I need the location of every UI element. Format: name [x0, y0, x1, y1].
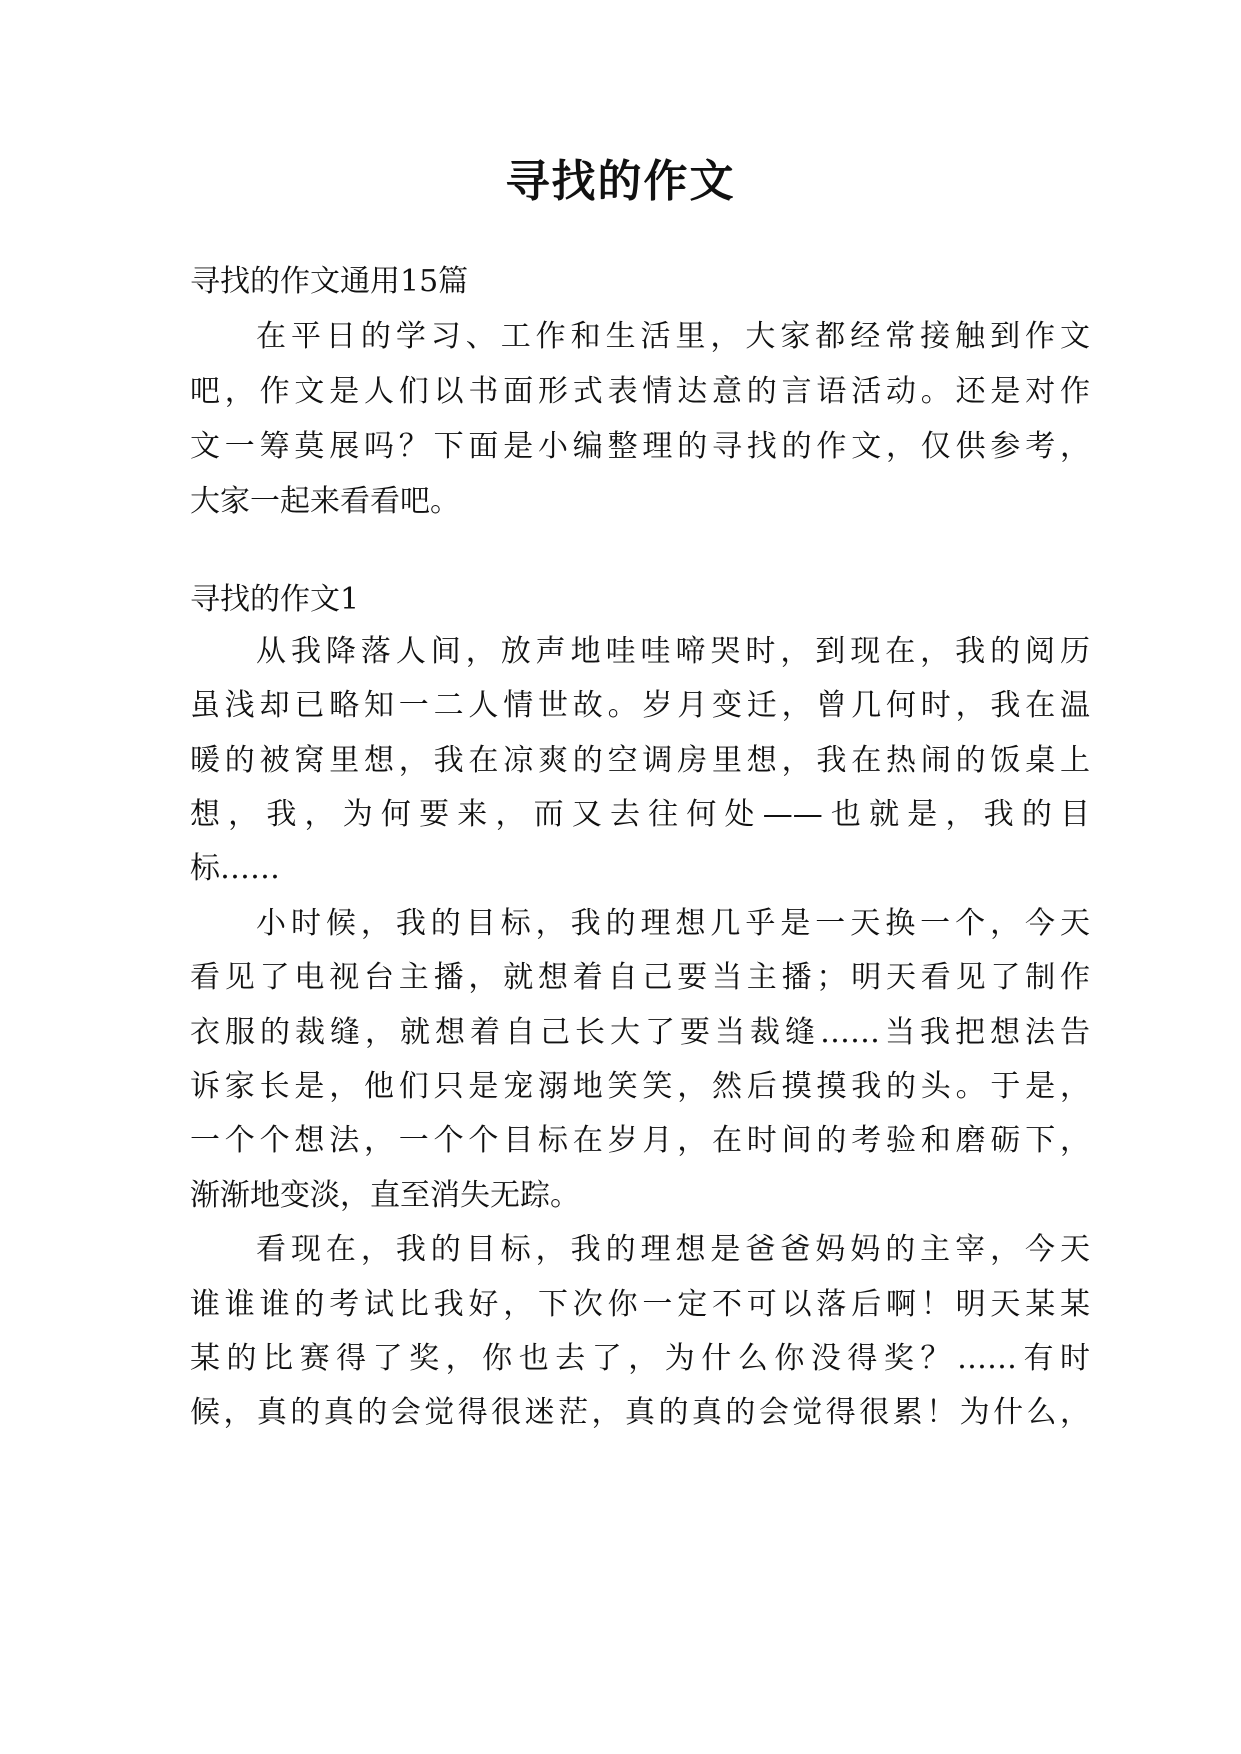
intro-line: 文一筹莫展吗？下面是小编整理的寻找的作文，仅供参考， — [190, 429, 1090, 464]
paragraph-line: 渐渐地变淡，直至消失无踪。 — [190, 1178, 580, 1213]
document-title: 寻找的作文 — [505, 156, 736, 207]
paragraph-line: 标…… — [190, 851, 280, 886]
paragraph-line: 诉家长是，他们只是宠溺地笑笑，然后摸摸我的头。于是， — [190, 1069, 1090, 1104]
document-subtitle: 寻找的作文通用15篇 — [190, 264, 469, 299]
paragraph-line: 一个个想法，一个个目标在岁月，在时间的考验和磨砺下， — [190, 1123, 1090, 1158]
intro-line: 大家一起来看看吧。 — [190, 484, 460, 519]
intro-line: 吧，作文是人们以书面形式表情达意的言语活动。还是对作 — [190, 374, 1090, 409]
paragraph-line: 从我降落人间，放声地哇哇啼哭时，到现在，我的阅历 — [256, 634, 1090, 669]
paragraph-line: 候，真的真的会觉得很迷茫，真的真的会觉得很累！为什么， — [190, 1395, 1090, 1430]
paragraph-line: 暖的被窝里想，我在凉爽的空调房里想，我在热闹的饭桌上 — [190, 743, 1090, 778]
paragraph-line: 看见了电视台主播，就想着自己要当主播；明天看见了制作 — [190, 960, 1090, 995]
paragraph-line: 虽浅却已略知一二人情世故。岁月变迁，曾几何时，我在温 — [190, 688, 1090, 723]
paragraph-line: 某的比赛得了奖，你也去了，为什么你没得奖？……有时 — [190, 1341, 1090, 1376]
paragraph-line: 小时候，我的目标，我的理想几乎是一天换一个，今天 — [256, 906, 1090, 941]
paragraph-line: 看现在，我的目标，我的理想是爸爸妈妈的主宰，今天 — [256, 1232, 1090, 1267]
paragraph-line: 想，我，为何要来，而又去往何处——也就是，我的目 — [190, 797, 1090, 832]
paragraph-line: 衣服的裁缝，就想着自己长大了要当裁缝……当我把想法告 — [190, 1015, 1090, 1050]
paragraph-line: 谁谁谁的考试比我好，下次你一定不可以落后啊！明天某某 — [190, 1287, 1090, 1322]
intro-line: 在平日的学习、工作和生活里，大家都经常接触到作文 — [256, 319, 1090, 354]
section-heading: 寻找的作文1 — [190, 582, 360, 617]
